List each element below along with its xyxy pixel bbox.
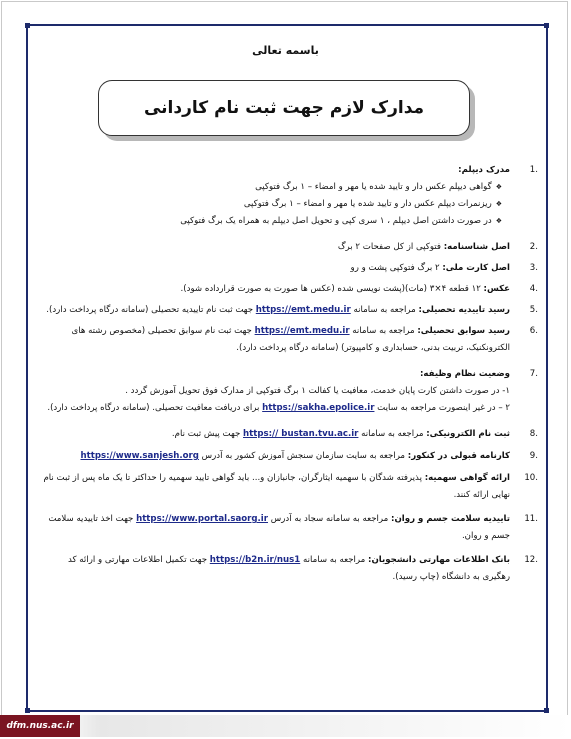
- item-number: .9: [529, 451, 538, 461]
- item-heading: اصل شناسنامه:: [443, 242, 510, 252]
- border-corner: [25, 708, 30, 713]
- title-box: [98, 80, 470, 136]
- item-text: پذیرفته شدگان با سهمیه ایثارگران، جانبازان و... باید گواهی تایید سهمیه را حداکثر تا یک ماه پس از ثبت نام نهایی ارائه کنند.: [43, 473, 510, 500]
- item-text: جهت پیش ثبت نام.: [171, 429, 243, 439]
- saorg-portal-link[interactable]: https://www.portal.saorg.ir: [136, 514, 268, 524]
- item-number: .7: [529, 369, 538, 379]
- item-text: فتوکپی از کل صفحات ۲ برگ: [337, 242, 444, 252]
- emt-medu-link[interactable]: https://emt.medu.ir: [254, 326, 350, 336]
- emt-medu-link[interactable]: https://emt.medu.ir: [255, 305, 351, 315]
- item-text: مراجعه به سامانه سجاد به آدرس: [268, 514, 392, 524]
- requirements-list: [40, 162, 538, 586]
- sub-item: ❖ گواهی دیپلم عکس دار و تایید شده یا مهر و امضاء – ۱ برگ فتوکپی: [40, 179, 510, 196]
- item-heading: ارائه گواهی سهمیه:: [424, 473, 510, 483]
- item-text: مراجعه به سامانه: [358, 429, 427, 439]
- list-item: [40, 366, 538, 417]
- sakha-epolice-link[interactable]: https://sakha.epolice.ir: [262, 403, 375, 413]
- list-item: [40, 281, 538, 298]
- sub-item: ❖ در صورت داشتن اصل دیپلم ، ۱ سری کپی و تحویل اصل دیپلم به همراه یک برگ فتوکپی: [40, 213, 510, 230]
- item-heading: رسید سوابق تحصیلی:: [417, 326, 510, 336]
- item-text: ۱- در صورت داشتن کارت پایان خدمت، معافیت یا کفالت ۱ برگ فتوکپی از مدارک فوق تحویل آموزش گردد .: [125, 386, 510, 396]
- item-text: جهت اخذ تاییدیه سلامت جسم و روان.: [48, 514, 510, 541]
- bustan-tvu-link[interactable]: https:// bustan.tvu.ac.ir: [243, 429, 359, 439]
- footer-bar: [0, 715, 571, 737]
- item-heading: رسید تاییدیه تحصیلی:: [418, 305, 510, 315]
- item-heading: مدرک دیپلم:: [458, 165, 510, 175]
- item-text-line: [40, 400, 510, 417]
- item-number: .8: [529, 429, 538, 439]
- list-item: [40, 511, 538, 545]
- item-text: ۲ برگ فتوکپی پشت و رو: [350, 263, 443, 273]
- item-text: ۲ – در غیر اینصورت مراجعه به سایت: [374, 403, 510, 413]
- item-text: مراجعه به سامانه: [349, 326, 418, 336]
- item-heading: تاییدیه سلامت جسم و روان:: [391, 514, 510, 524]
- sanjesh-link[interactable]: https://www.sanjesh.org: [80, 451, 199, 461]
- border-corner: [544, 708, 549, 713]
- item-text: مراجعه به سامانه: [350, 305, 419, 315]
- item-text: ۱۲ قطعه ۴×۳ (مات)(پشت نویسی شده (عکس ها صورت به صورت قرارداده شود).: [180, 284, 484, 294]
- border-corner: [544, 23, 549, 28]
- list-item: [40, 470, 538, 504]
- item-number: .4: [529, 284, 538, 294]
- item-heading: عکس:: [483, 284, 510, 294]
- list-item: [40, 162, 538, 230]
- item-number: .5: [529, 305, 538, 315]
- list-item: [40, 426, 538, 443]
- item-number: .11: [524, 514, 538, 524]
- list-item: [40, 552, 538, 586]
- item-heading: ثبت نام الکترونیکی:: [426, 429, 510, 439]
- item-heading: وضعیت نظام وظیفه:: [420, 369, 510, 379]
- sub-item: ❖ ریزنمرات دیپلم عکس دار و تایید شده یا مهر و امضاء – ۱ برگ فتوکپی: [40, 196, 510, 213]
- item-text: برای دریافت معافیت تحصیلی. (سامانه درگاه پرداخت دارد).: [47, 403, 263, 413]
- item-text: مراجعه به سامانه: [300, 555, 369, 565]
- item-number: .10: [524, 473, 538, 483]
- item-number: .2: [529, 242, 538, 252]
- item-number: .3: [529, 263, 538, 273]
- site-watermark: dfm.nus.ac.ir: [0, 715, 80, 737]
- item-number: .12: [524, 555, 538, 565]
- basmala-heading: باسمه تعالی: [252, 44, 319, 57]
- page-title: مدارک لازم جهت ثبت نام کاردانی: [143, 98, 425, 118]
- item-heading: بانک اطلاعات مهارتی دانشجویان:: [368, 555, 510, 565]
- item-text: جهت ثبت نام تاییدیه تحصیلی (سامانه درگاه پرداخت دارد).: [46, 305, 256, 315]
- list-item: [40, 302, 538, 319]
- item-text: جهت ثبت نام سوابق تحصیلی (مخصوص رشته های الکترونکنیک، تربیت بدنی، حسابداری و کامپیوتر) (سامانه درگاه پرداخت دارد).: [71, 326, 510, 353]
- item-text: جهت تکمیل اطلاعات مهارتی و ارائه کد رهگیری به دانشگاه (چاپ رسید).: [67, 555, 510, 582]
- list-item: [40, 323, 538, 357]
- b2n-link[interactable]: https://b2n.ir/nus1: [209, 555, 301, 565]
- list-item: [40, 239, 538, 256]
- item-text: مراجعه به سایت سازمان سنجش آموزش کشور به آدرس: [198, 451, 408, 461]
- list-item: [40, 260, 538, 277]
- item-heading: کارنامه قبولی در کنکور:: [407, 451, 510, 461]
- item-number: .1: [529, 165, 538, 175]
- item-number: .6: [529, 326, 538, 336]
- item-heading: اصل کارت ملی:: [442, 263, 510, 273]
- list-item: [40, 448, 538, 465]
- border-corner: [25, 23, 30, 28]
